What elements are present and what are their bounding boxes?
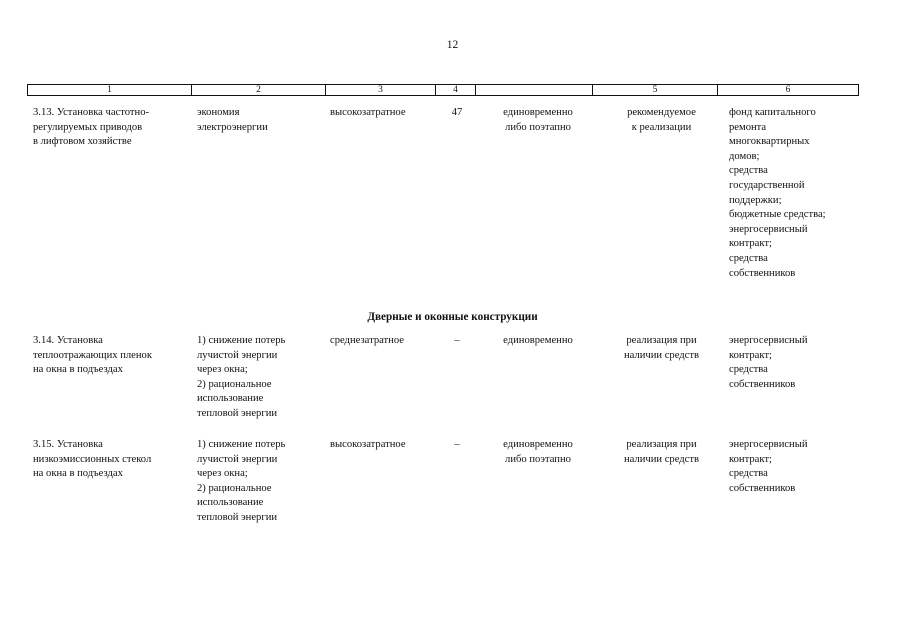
column-header-1: 1	[28, 85, 192, 95]
measure-funding: энергосервисный контракт; средства собственников	[729, 439, 808, 494]
column-header-3: 3	[326, 85, 436, 95]
measure-recommendation: реализация при наличии средств	[623, 335, 700, 361]
section-title: Дверные и оконные конструкции	[367, 311, 538, 323]
measure-payback: 47	[451, 107, 463, 118]
table-header-row	[27, 84, 859, 96]
measure-effect: экономия электроэнергии	[197, 107, 268, 133]
measure-name: 3.15. Установка низкоэмиссионных стекол на окна в подъездах	[33, 439, 152, 480]
page-number: 12	[446, 39, 459, 51]
measure-effect: 1) снижение потерь лучистой энергии через окна; 2) рациональное использование тепловой энергии	[197, 439, 286, 523]
column-header-empty	[476, 85, 593, 95]
column-header-6: 6	[785, 85, 791, 95]
measure-payback: –	[454, 439, 460, 450]
measure-payback: –	[454, 335, 460, 346]
measure-implementation: единовременно либо поэтапно	[503, 107, 573, 133]
column-header-2: 2	[192, 85, 326, 95]
measure-funding: фонд капитального ремонта многоквартирных домов; средства государственной поддержки; бюджетные средства; энергосервисный контракт; средства собственников	[729, 107, 826, 279]
measure-implementation: единовременно	[503, 335, 573, 346]
measure-recommendation: рекомендуемое к реализации	[627, 107, 696, 133]
measure-cost: среднезатратное	[330, 335, 404, 346]
measure-name: 3.14. Установка теплоотражающих пленок на окна в подъездах	[33, 335, 152, 376]
measure-effect: 1) снижение потерь лучистой энергии через окна; 2) рациональное использование тепловой энергии	[197, 335, 286, 419]
measure-name: 3.13. Установка частотно- регулируемых приводов в лифтовом хозяйстве	[33, 107, 150, 148]
column-header-5: 5	[593, 85, 718, 95]
measure-recommendation: реализация при наличии средств	[623, 439, 700, 465]
column-header-4: 4	[436, 85, 476, 95]
measure-cost: высокозатратное	[330, 107, 406, 118]
measure-funding: энергосервисный контракт; средства собственников	[729, 335, 808, 390]
measure-implementation: единовременно либо поэтапно	[503, 439, 573, 465]
measure-cost: высокозатратное	[330, 439, 406, 450]
